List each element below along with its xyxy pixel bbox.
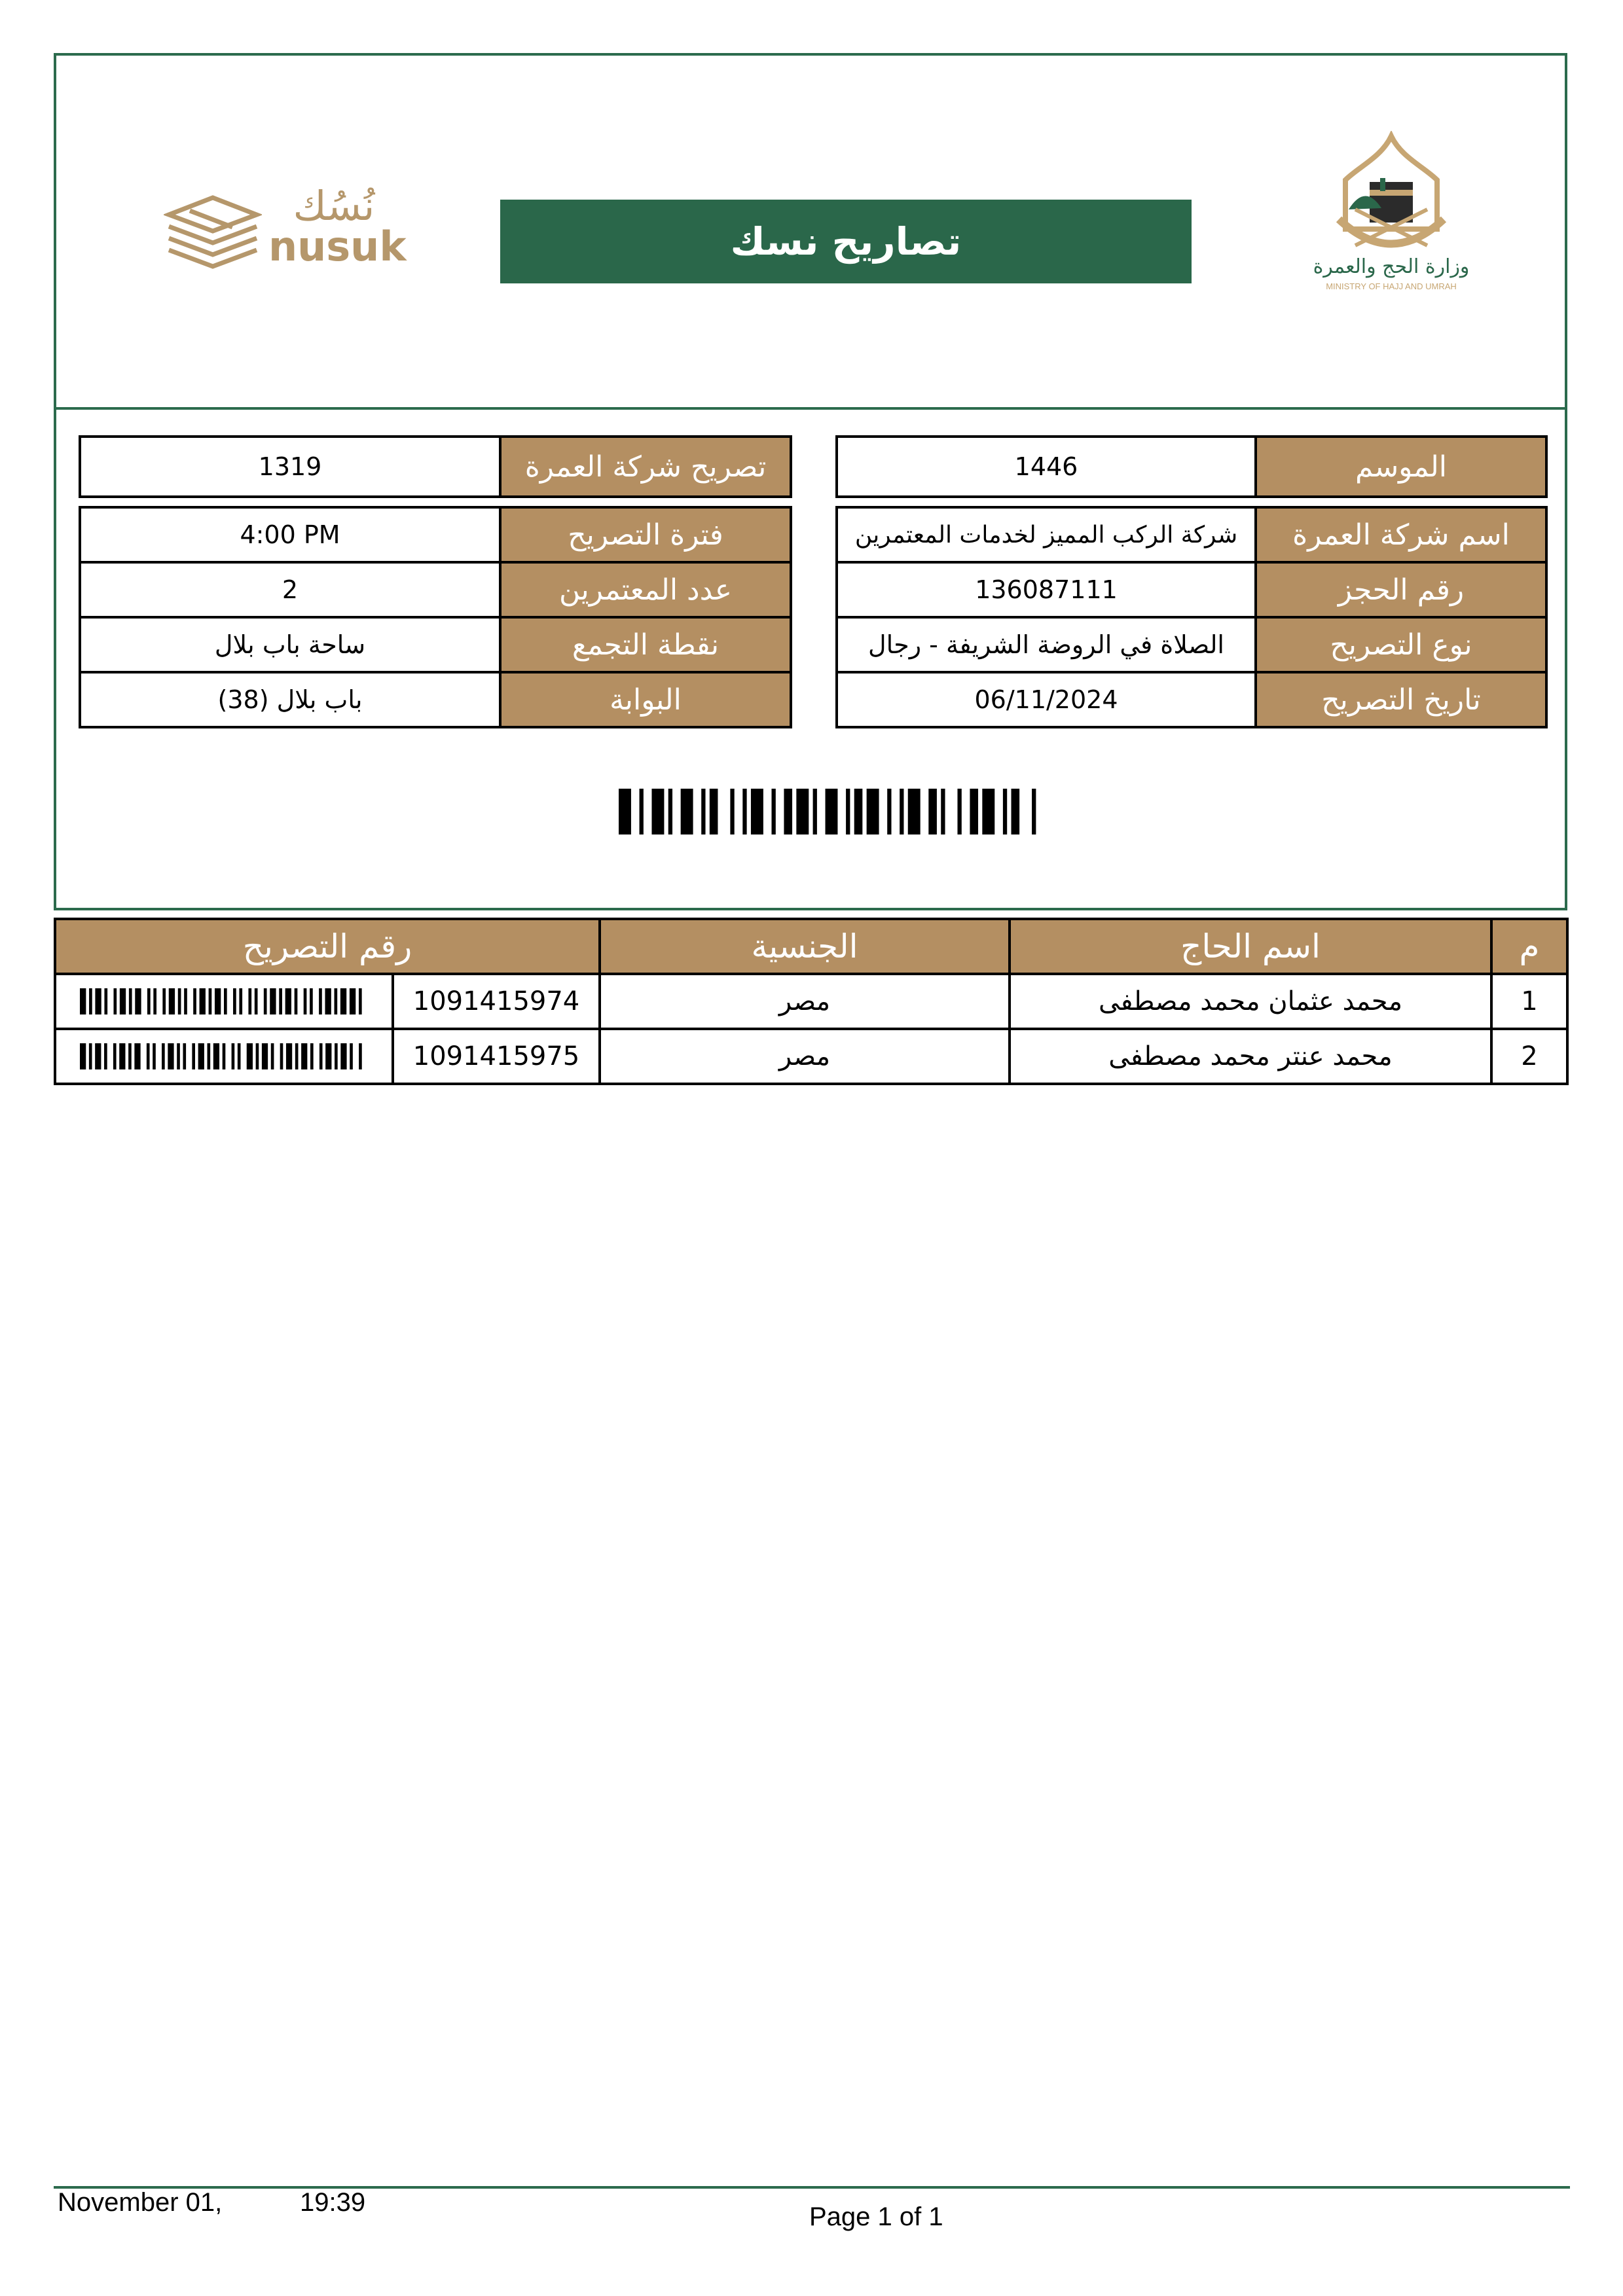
ministry-logo — [1303, 131, 1480, 304]
row-1-barcode — [54, 973, 394, 1030]
gate-label: البوابة — [499, 671, 792, 728]
permit-type-label: نوع التصريح — [1254, 616, 1548, 673]
season-label: الموسم — [1254, 435, 1548, 498]
nusuk-logo — [164, 182, 407, 281]
permit-type-value: الصلاة في الروضة الشريفة - رجال — [835, 616, 1257, 673]
assembly-point-value: ساحة باب بلال — [79, 616, 501, 673]
pilgrims-count-label: عدد المعتمرين — [499, 561, 792, 619]
booking-barcode — [619, 789, 1044, 834]
col-header-name: اسم الحاج — [1008, 918, 1493, 975]
booking-number-label: رقم الحجز — [1254, 561, 1548, 619]
col-header-index: م — [1490, 918, 1569, 975]
col-header-nationality: الجنسية — [598, 918, 1011, 975]
season-value: 1446 — [835, 435, 1257, 498]
row-1-permit-number: 1091415974 — [392, 973, 601, 1030]
row-2-permit-number: 1091415975 — [392, 1028, 601, 1085]
barcode-icon — [80, 1043, 368, 1069]
col-header-permit-number: رقم التصريح — [54, 918, 601, 975]
header-divider — [54, 407, 1567, 410]
umrah-company-permit-label: تصريح شركة العمرة — [499, 435, 792, 498]
ministry-name-ar: وزارة الحج والعمرة — [1313, 255, 1470, 278]
footer-date: November 01, — [58, 2188, 223, 2217]
umrah-company-name-value: شركة الركب المميز لخدمات المعتمرين — [835, 506, 1257, 564]
row-2-name: محمد عنتر محمد مصطفى — [1008, 1028, 1493, 1085]
umrah-company-name-label: اسم شركة العمرة — [1254, 506, 1548, 564]
pilgrims-count-value: 2 — [79, 561, 501, 619]
page-title: تصاريح نسك — [500, 200, 1192, 283]
row-1-index: 1 — [1490, 973, 1569, 1030]
row-1-name: محمد عثمان محمد مصطفى — [1008, 973, 1493, 1030]
booking-number-value: 136087111 — [835, 561, 1257, 619]
permit-period-value: 4:00 PM — [79, 506, 501, 564]
umrah-company-permit-value: 1319 — [79, 435, 501, 498]
nusuk-name-en: nusuk — [268, 223, 407, 270]
nusuk-name-ar: نُسُك — [293, 182, 375, 230]
row-2-nationality: مصر — [598, 1028, 1011, 1085]
ministry-emblem-icon — [1303, 131, 1480, 255]
footer-divider — [54, 2186, 1570, 2189]
footer-page-number: Page 1 of 1 — [809, 2202, 943, 2231]
barcode-icon — [80, 988, 368, 1014]
assembly-point-label: نقطة التجمع — [499, 616, 792, 673]
barcode-icon — [619, 789, 1044, 834]
nusuk-book-icon — [164, 185, 262, 276]
row-1-nationality: مصر — [598, 973, 1011, 1030]
permit-date-value: 06/11/2024 — [835, 671, 1257, 728]
row-2-index: 2 — [1490, 1028, 1569, 1085]
footer-time: 19:39 — [300, 2188, 366, 2217]
gate-value: باب بلال (38) — [79, 671, 501, 728]
ministry-name-en: MINISTRY OF HAJJ AND UMRAH — [1326, 281, 1457, 291]
permit-date-label: تاريخ التصريح — [1254, 671, 1548, 728]
permit-period-label: فترة التصريح — [499, 506, 792, 564]
row-2-barcode — [54, 1028, 394, 1085]
